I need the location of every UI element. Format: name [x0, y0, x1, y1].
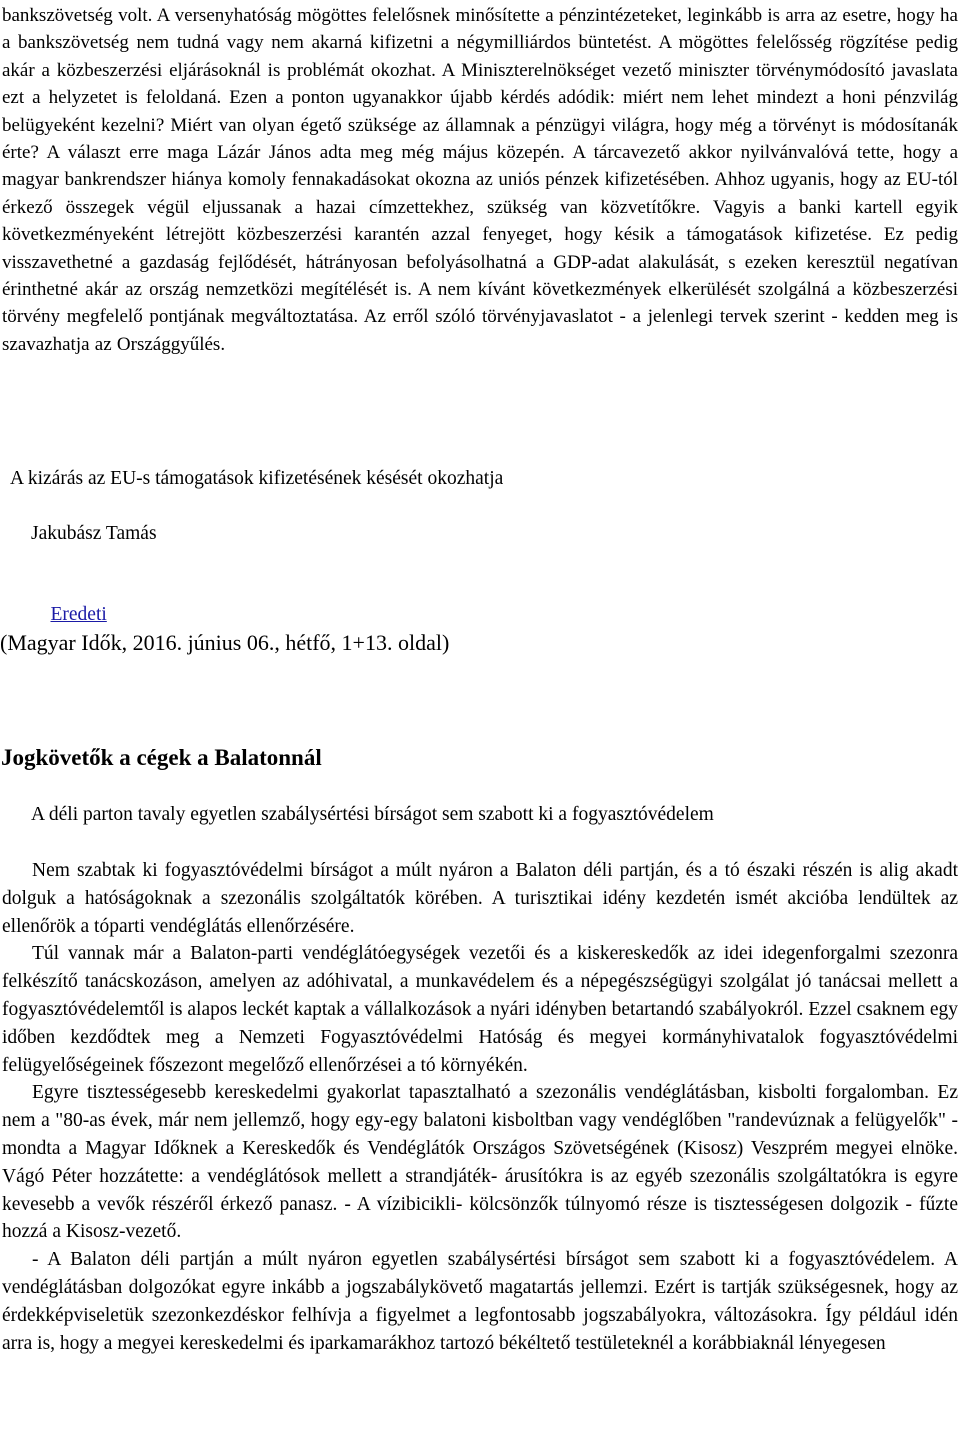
article-paragraph: - A Balaton déli partján a múlt nyáron egyetlen szabálysértési bírságot sem szabott ki a fogyasztóvédelem. A vendéglátásban dolgozókat egyre inkább a jogszabálykövető magatartás jellemzi. Ezért is tartják szükségesnek, hogy az érdekképviseletük szezonkezdéskor felhívja a figyelmet a legfontosabb jogszabályokra, változásokra. Így például idén arra is, hogy a megyei kereskedelmi és iparkamarákhoz tartozó békéltető testületeknél a korábbiaknál lényegesen: [2, 1249, 958, 1354]
source-citation: (Magyar Idők, 2016. június 06., hétfő, 1+13. oldal): [0, 630, 450, 655]
original-source-link[interactable]: Eredeti: [50, 604, 107, 625]
article-lead: A déli parton tavaly egyetlen szabálysértési bírságot sem szabott ki a fogyasztóvédelem: [31, 804, 714, 825]
article-title: Jogkövetők a cégek a Balatonnál: [1, 745, 322, 770]
previous-article-body: bankszövetség volt. A versenyhatóság mögöttes felelősnek minősítette a pénzintézeteket, leginkább is arra az esetre, hogy ha a bankszövetség nem tudná vagy nem akarná kifizetni a négymilliárdos büntetést. A mögöttes felelősség rögzítése pedig akár a közbeszerzési eljárásoknál is problémát okozhat. A Miniszterelnökséget vezető miniszter törvénymódosító javaslata ezt a helyzetet is feloldaná. Ezen a ponton ugyanakkor újabb kérdés adódik: miért nem lehet mindezt a honi pénzvilág belügyeként kezelni? Miért van olyan égető szüksége az államnak a pénzügyi világra, hogy még a törvényt is módosítanák érte? A választ erre maga Lázár János adta meg még május közepén. A tárcavezető akkor nyilvánvalóvá tette, hogy a magyar bankrendszer hiánya komoly fennakadásokat okozna az uniós pénzek kifizetésében. Ahhoz ugyanis, hogy az EU-tól érkező összegek végül eljussanak a hazai címzettekhez, szükség van közvetítőkre. Vagyis a banki kartell egyik következményeként létrejött közbeszerzési karantén azzal fenyeget, hogy késik a támogatások kifizetése. Ez pedig visszavethetné a gazdaság fejlődését, hátrányosan befolyásolhatná a GDP-adat alakulását, s ezeken keresztül negatívan érinthetné akár az ország nemzetközi megítélését is. A nem kívánt következmények elkerülését szolgálná a közbeszerzési törvény megfelelő pontjának megváltoztatása. Az erről szóló törvényjavaslatot - a jelenlegi tervek szerint - kedden meg is szavazhatja az Országgyűlés.: [2, 5, 958, 355]
author-name: Jakubász Tamás: [31, 523, 157, 544]
previous-article-subtitle: A kizárás az EU-s támogatások kifizetésének késését okozhatja: [10, 468, 504, 489]
article-paragraph: Egyre tisztességesebb kereskedelmi gyakorlat tapasztalható a szezonális vendéglátásban, kisbolti forgalomban. Ez nem a "80-as évek, már nem jellemző, hogy egy-egy balatoni kisboltban vagy vendéglőben "randevúznak a felügyelők" - mondta a Magyar Időknek a Kereskedők és Vendéglátók Országos Szövetségének (Kisosz) Veszprém megyei elnöke. Vágó Péter hozzátette: a vendéglátósok mellett a strandjáték- árusítókra is az egyéb szezonális szolgáltatókra is egyre kevesebb a vevők részéről érkező panasz. - A vízibicikli- kölcsönzők túlnyomó része is tisztességesen dolgozik - fűzte hozzá a Kisosz-vezető.: [2, 1082, 958, 1243]
article-paragraph: Nem szabtak ki fogyasztóvédelmi bírságot a múlt nyáron a Balaton déli partján, és a tó északi részén is alig akadt dolguk a hatóságoknak a szezonális szolgáltatók körében. A turisztikai idény kezdetén ismét akcióba lendültek az ellenőrök a tóparti vendéglátás ellenőrzésére.: [2, 860, 958, 937]
article-paragraph: Túl vannak már a Balaton-parti vendéglátóegységek vezetői és a kiskereskedők az idei idegenforgalmi szezonra felkészítő tanácskozáson, amelyen az adóhivatal, a munkavédelem és a népegészségügyi szolgálat jó tanácsai mellett a fogyasztóvédelemtől is alapos leckét kaptak a vállalkozások a nyári idényben betartandó szabályokról. Ezzel csaknem egy időben kezdődtek meg a Nemzeti Fogyasztóvédelmi Hatóság és megyei kormányhivatalok fogyasztóvédelmi felügyelőségeinek főszezont megelőző ellenőrzései a tó környékén.: [2, 943, 958, 1076]
article-body: [2, 857, 958, 1357]
